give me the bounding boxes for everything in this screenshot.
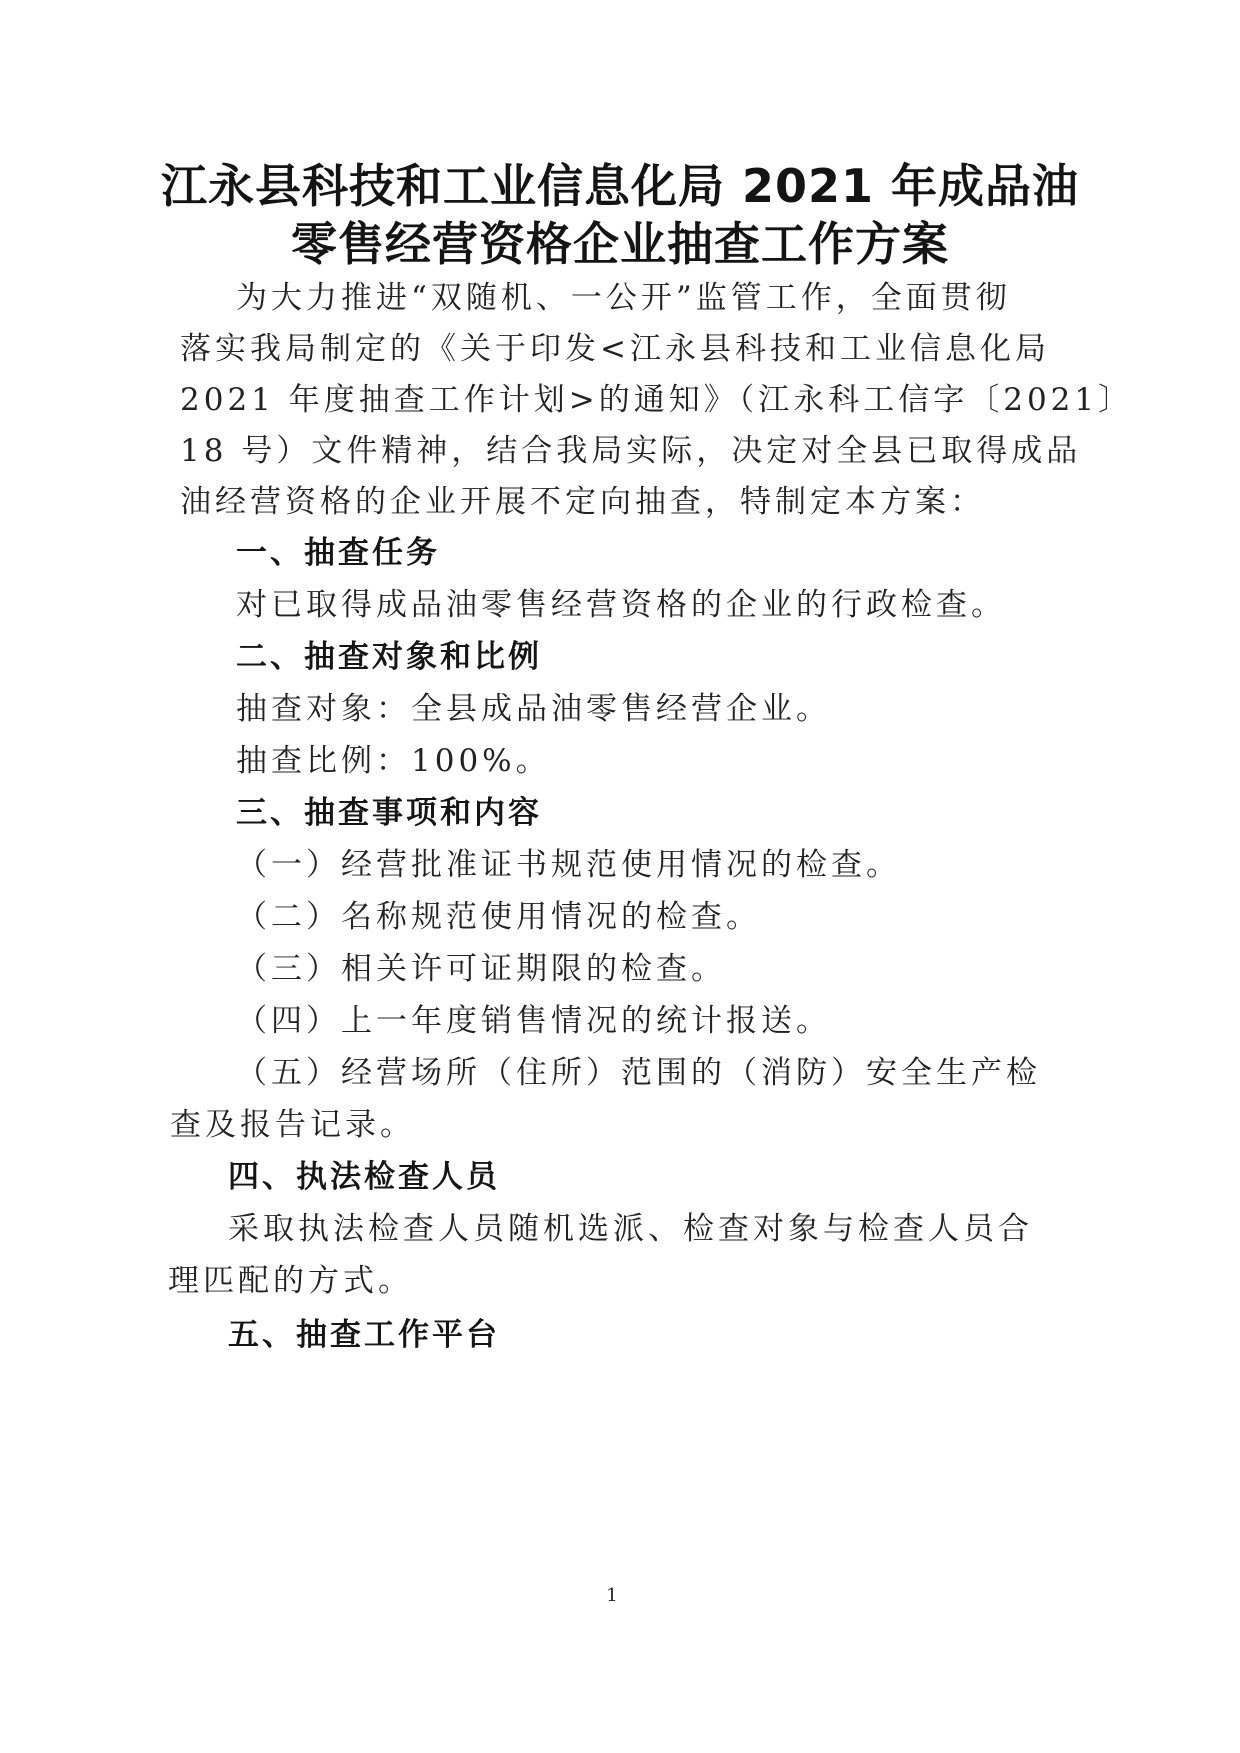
intro-paragraph-line: 油经营资格的企业开展不定向抽查，特制定本方案：: [180, 484, 985, 520]
section-body-line: 抽查对象：全县成品油零售经营企业。: [236, 691, 831, 727]
section-body-line: 抽查比例：100%。: [236, 743, 551, 779]
section-heading-personnel: 四、执法检查人员: [228, 1159, 500, 1195]
intro-paragraph-line: 2021 年度抽查工作计划>的通知》（江永科工信字〔2021〕: [180, 382, 1134, 418]
section-heading-target: 二、抽查对象和比例: [236, 639, 542, 675]
section-heading-platform: 五、抽查工作平台: [228, 1317, 500, 1353]
intro-paragraph-line: 为大力推进“双随机、一公开”监管工作，全面贯彻: [236, 280, 1011, 316]
section-body-line: （四）上一年度销售情况的统计报送。: [236, 1003, 831, 1039]
section-body-line: 理匹配的方式。: [168, 1263, 413, 1299]
section-body-line: 采取执法检查人员随机选派、检查对象与检查人员合: [228, 1211, 1033, 1247]
document-title-line-2: 零售经营资格企业抽查工作方案: [291, 217, 949, 271]
intro-paragraph-line: 落实我局制定的《关于印发<江永县科技和工业信息化局: [180, 331, 1050, 367]
section-body-line: 查及报告记录。: [170, 1107, 415, 1143]
section-body-line: 对已取得成品油零售经营资格的企业的行政检查。: [236, 587, 1006, 623]
section-heading-content: 三、抽查事项和内容: [236, 795, 542, 831]
section-body-line: （一）经营批准证书规范使用情况的检查。: [236, 847, 901, 883]
page-number: 1: [606, 1585, 618, 1606]
intro-paragraph-line: 18 号）文件精神，结合我局实际，决定对全县已取得成品: [180, 433, 1082, 469]
document-title-line-1: 江永县科技和工业信息化局 2021 年成品油: [160, 159, 1080, 213]
section-body-line: （二）名称规范使用情况的检查。: [236, 899, 761, 935]
section-body-line: （五）经营场所（住所）范围的（消防）安全生产检: [236, 1055, 1041, 1091]
section-body-line: （三）相关许可证期限的检查。: [236, 951, 726, 987]
section-heading-task: 一、抽查任务: [236, 535, 440, 571]
